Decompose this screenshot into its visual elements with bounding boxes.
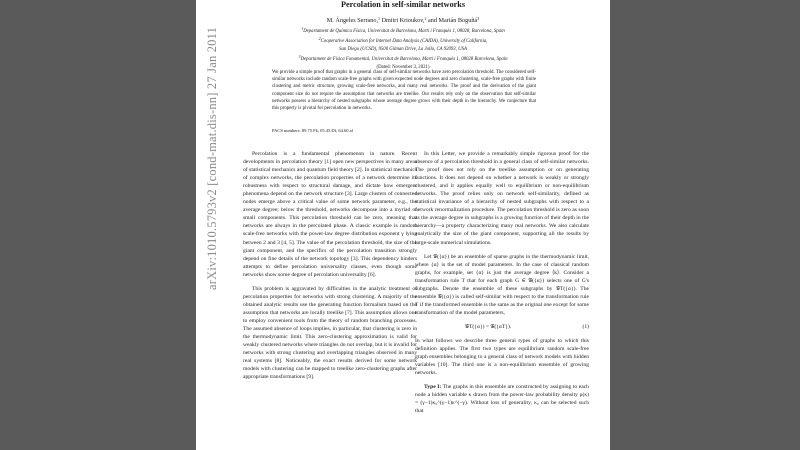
author-3: Marián Boguñá xyxy=(438,17,478,24)
author-2: Dmitri Krioukov, xyxy=(381,17,425,24)
affiliation-text: Departament de Química Física, Universitat de Barcelona, Martí i Franquès 1, 08028, Barcelona, Spain xyxy=(303,29,505,34)
arxiv-identifier-stamp: arXiv:1010.5793v2 [cond-mat.dis-nn] 27 Jan 2011 xyxy=(205,26,219,290)
dated-line: (Dated: November 3, 2021) xyxy=(376,64,430,70)
paper-page xyxy=(196,0,610,450)
affiliation-line xyxy=(196,25,610,35)
paper-title: Percolation in self-similar networks xyxy=(340,0,466,9)
paragraph: In what follows we describe three general types of graphs to which this definition applies. The first two types are equilibrium random scale-free graph ensembles belonging to a general class of network models with hidden variables [10]. The third one is a non-equilibrium ensemble of growing networks. xyxy=(415,337,589,377)
type-description: The graphs in this ensemble are constructed by assigning to each node a hidden variable κ drawn from the power-law probability density ρ(κ) = (γ−1)κ₀^(γ−1)κ^(−γ). Without loss of generality, κ₀ can be selected such that xyxy=(415,384,589,415)
paragraph: Let 𝒢({α}) be an ensemble of sparse graphs in the thermodynamic limit, where {α} is the set of model parameters. In the case of classical random graphs, for example, set {α} is just the average degree ⟨k⟩. Consider a transformation rule T that for each graph G ∈ 𝒢({α}) selects one of G's subgraphs. Denote the ensemble of these subgraphs by 𝒢T({α}). The ensemble 𝒢({α}) is called self-similar with respect to the transformation rule T if the transformed ensemble is the same as the original one except for some transformation of the model parameters, xyxy=(415,253,589,316)
affiliation-line xyxy=(196,46,610,53)
equation-number: (1) xyxy=(582,323,589,330)
affiliation-mark: 1 xyxy=(301,26,304,31)
affiliation-mark: 2 xyxy=(318,36,321,42)
equation-1 xyxy=(415,323,589,331)
pacs-numbers: PACS numbers: 89.75.Fk, 05.45.Df, 64.60.al xyxy=(272,128,353,133)
author-conjunction: and xyxy=(428,17,437,24)
paragraph: This problem is aggravated by difficulties in the analytic treatment of percolation properties for networks with strong clustering. A majority of the obtained analytic results use the generating function formalism based on the assumption that networks are locally treelike [7]. This assumption allows one to employ convenient tools from the theory of random branching processes. The assumed absence of loops implies, in particular, that clustering is zero in the thermodynamic limit. This zero-clustering approximation is valid for weakly clustered networks where triangles do not overlap, but it is invalid for networks with strong clustering and overlapping triangles observed in many real systems [8]. Noticeably, the exact results derived for some network models with clustering can be mapped to treelike zero-clustering graphs after appropriate transformations [9]. xyxy=(243,285,417,381)
type-label: Type I: xyxy=(424,384,442,391)
paragraph: In this Letter, we provide a remarkably simple rigorous proof for the absence of a percolation threshold in a general class of self-similar networks. The proof does not rely on the treelike assumption or on generating functions. It does not depend on whether a network is weakly or strongly clustered, and it applies equally well to equilibrium or non-equilibrium networks. The proof relies only on network self-similarity, defined as statistical invariance of a hierarchy of nested subgraphs with respect to a network renormalization procedure. The percolation threshold is zero as soon as the average degree in subgraphs is a growing function of their depth in the hierarchy—a property characterizing many real networks. We also calculate analytically the size of the giant component, supporting all the results by large-scale numerical simulations. xyxy=(415,151,589,246)
abstract: We provide a simple proof that graphs in a general class of self-similar networks have zero percolation threshold. The considered self-similar networks include random scale-free graphs with given expected node degrees and zero clustering, scale-free graphs with finite clustering and metric structure, growing scale-free networks, and many real networks. The proof and the derivation of the giant component size do not require the assumption that networks are treelike. Our results rely only on the observation that self-similar networks possess a hierarchy of nested subgraphs whose average degree grows with their depth in the hierarchy. We conjecture that this property is pivotal for percolation in networks. xyxy=(272,70,536,112)
author-1: M. Ángeles Serrano, xyxy=(326,17,379,24)
affiliations xyxy=(196,25,610,71)
affiliation-text: San Diego (UCSD), 9500 Gilman Drive, La Jolla, CA 92093, USA xyxy=(339,46,467,52)
paragraph xyxy=(415,383,589,415)
affiliation-mark: 3 xyxy=(298,54,301,60)
left-column xyxy=(243,150,417,387)
author-2-affil-mark: 2 xyxy=(424,16,427,21)
equation-body: 𝒢T({α}) = 𝒢({αT}). xyxy=(465,323,512,330)
affiliation-text: Departament de Física Fonamental, Universitat de Barcelona, Martí i Franquès 1, 08028 Barcelona, Spain xyxy=(300,57,508,63)
right-column xyxy=(415,150,589,421)
author-1-affil-mark: 1 xyxy=(378,16,381,21)
author-3-affil-mark: 3 xyxy=(477,16,480,21)
author-list xyxy=(196,16,610,24)
affiliation-line xyxy=(196,35,610,45)
paragraph: Percolation is a fundamental phenomenon in nature. Recent developments in percolation theory [1] open new perspectives in many areas of statistical mechanics and quantum field theory [2]. In statistical mechanics of complex networks, the percolation properties of a network determine its robustness with respect to structural damage, and dictate how emergent phenomena depend on the network structure [3]. Large clusters of connected nodes emerge above a critical value of some network parameter, e.g., the average degree; below the threshold, networks decompose into a myriad of small components. This percolation threshold can be zero, meaning that networks are always in the percolated phase. A classic example is random scale-free networks with the power-law degree distribution exponent γ lying between 2 and 3 [4, 5]. The value of the percolation threshold, the size of the giant component, and the specifics of the percolation transition strongly depend on fine details of the network topology [3]. This dependency hinders attempts to define percolation universality classes, even though some networks show some degree of percolation universality [6]. xyxy=(243,151,417,278)
affiliation-text: Cooperative Association for Internet Data Analysis (CAIDA), University of California, xyxy=(320,39,488,45)
affiliation-line xyxy=(196,53,610,63)
